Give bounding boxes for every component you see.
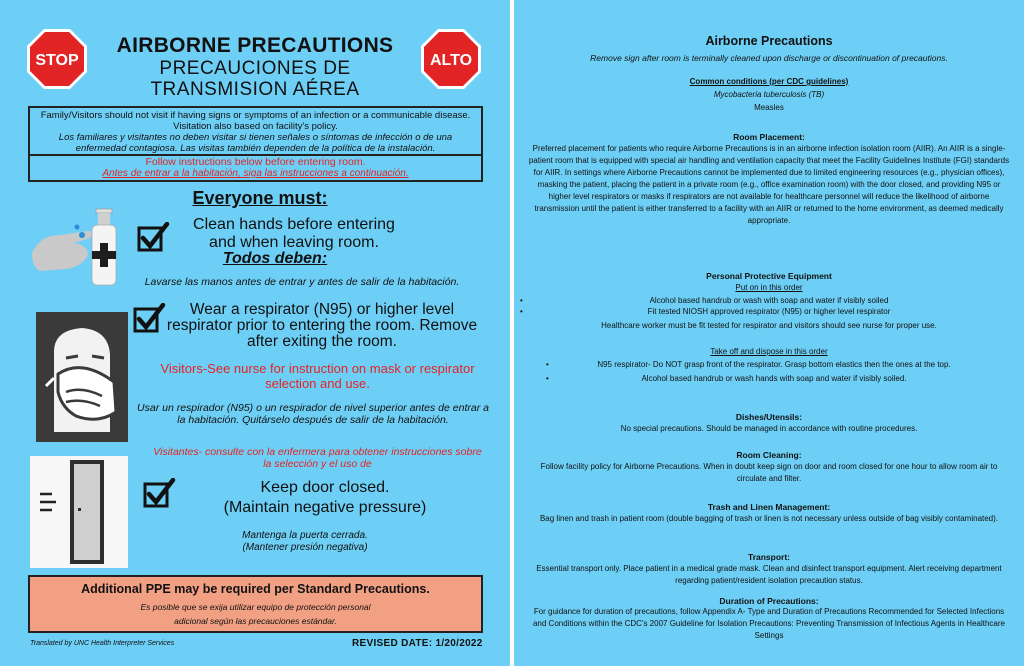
put-on-heading: Put on in this order — [735, 283, 803, 292]
keep-door-line1: Keep door closed. — [260, 479, 390, 496]
additional-ppe-english: Additional PPE may be required per Standard Precautions. — [81, 582, 430, 596]
trash-linen-body: Bag linen and trash in patient room (double bagging of trash or linen is not necessary unless outside of bag visibly contaminated). — [539, 514, 999, 523]
keep-door-closed-text — [200, 478, 450, 518]
dishes-heading: Dishes/Utensils: — [735, 412, 803, 422]
list-item: • Alcohol based handrub or wash hands with soap and water if visibly soiled. — [554, 373, 994, 384]
mantenga-puerta-text — [180, 530, 430, 554]
stop-sign-icon — [26, 28, 88, 90]
clean-hands-text: Clean hands before entering and when leaving room. — [193, 216, 395, 251]
visitor-notice — [28, 106, 483, 156]
list-item: • Fit tested NIOSH approved respirator (N95) or higher level respirator — [528, 306, 1010, 317]
additional-ppe-spanish-line2: adicional según las precauciones estándar. — [174, 616, 337, 626]
respirator-mask-icon — [36, 312, 128, 442]
title-spanish-line2: TRANSMISION AÉREA — [150, 79, 360, 100]
checkmark-icon — [142, 478, 176, 510]
usar-respirador-text: Usar un respirador (N95) o un respirador de nivel superior antes de entrar a la habitación. Quitárselo después de salir de la habitación. — [137, 402, 489, 426]
visitor-notice-spanish: Los familiares y visitantes no deben visitar si tienen señales o síntomas de infección o de una enfermedad contagiosa. Las visitas también dependen de la política de la instalación. — [58, 132, 453, 154]
condition-measles: Measles — [754, 103, 784, 112]
room-cleaning-heading: Room Cleaning: — [736, 450, 802, 460]
additional-ppe-spanish-line1: Es posible que se exija utilizar equipo de protección personal — [140, 602, 371, 612]
put-on-list — [528, 295, 1010, 317]
alto-sign-icon — [420, 28, 482, 90]
duration-body: For guidance for duration of precautions, follow Appendix A- Type and Duration of Precautions Recommended for Selected Infections and Conditions within the CDC's 2007 Guideline for Isolation Precautions: Preventing Transmission of Infectious Agents in Healthcare Settings — [532, 607, 1005, 640]
translated-by-credit: Translated by UNC Health Interpreter Services — [30, 640, 175, 647]
list-item: • Alcohol based handrub or wash with soap and water if visibly soiled — [528, 295, 1010, 306]
room-placement-body: Preferred placement for patients who require Airborne Precautions is in an airborne infection isolation room (AIIR). An AIIR is a single-patient room that is equipped with special air handling and ventilation capacity that meet the Facility Guidelines Institute (FGI) standards for AIIR. In settings where Airborne Precautions cannot be implemented due to limited engineering resources (e.g., physician offices), masking the patient, placing the patient in a private room (e.g., office examination room) with the door closed, and providing N95 or higher level respirators or masks if respirators are not available for healthcare personnel will reduce the likelihood of airborne transmission until the patient is either transferred to a facility with an AIIR or returned to the home environment, as deemed medically appropriate. — [528, 144, 1010, 225]
wear-respirator-text: Wear a respirator (N95) or higher level respirator prior to entering the room. Remove after exiting the room. — [166, 301, 478, 350]
lavarse-text: Lavarse las manos antes de entrar y antes de salir de la habitación. — [144, 276, 460, 288]
door-icon — [30, 456, 128, 568]
revised-date: REVISED DATE: 1/20/2022 — [352, 638, 483, 649]
room-placement-heading: Room Placement: — [733, 132, 805, 142]
follow-instructions — [28, 156, 483, 182]
sign-title — [92, 34, 418, 100]
visitantes-text: Visitantes- consulte con la enfermera para obtener instrucciones sobre la selección y el uso de — [153, 446, 482, 470]
transport-body: Essential transport only. Place patient in a medical grade mask. Clean and disinfect transport equipment. Alert receiving department regarding patient/resident isolation precaution status. — [536, 564, 1002, 585]
dishes-body: No special precautions. Should be managed in accordance with routine procedures. — [620, 424, 918, 433]
transport-heading: Transport: — [747, 552, 791, 562]
alto-sign-text: ALTO — [429, 52, 473, 69]
additional-ppe-box — [28, 575, 483, 633]
checkmark-icon — [132, 303, 166, 335]
room-cleaning-body: Follow facility policy for Airborne Precautions. When in doubt keep sign on door and room closed for one hour to allow room air to circulate and filter. — [540, 462, 998, 483]
ppe-heading: Personal Protective Equipment — [706, 271, 832, 281]
checkmark-icon — [136, 222, 170, 254]
title-spanish-line1: PRECAUCIONES DE — [159, 58, 351, 79]
remove-sign-note: Remove sign after room is terminally cleaned upon discharge or discontinuation of precautions. — [590, 53, 948, 63]
visitors-see-nurse-text: Visitors-See nurse for instruction on mask or respirator selection and use. — [160, 361, 475, 391]
sign-page-right — [514, 0, 1024, 666]
hand-sanitizer-icon — [30, 205, 135, 287]
follow-instructions-english: Follow instructions below before entering room. — [145, 156, 366, 168]
todos-deben-heading: Todos deben: — [222, 250, 328, 267]
follow-instructions-spanish: Antes de entrar a la habitación, siga las instrucciones a continuación. — [102, 168, 409, 179]
fit-tested-note: Healthcare worker must be fit tested for respirator and visitors should see nurse for proper use. — [601, 321, 937, 330]
visitor-notice-english: Family/Visitors should not visit if having signs or symptoms of an infection or a communicable disease. Visitation also based on facility's policy. — [40, 110, 471, 132]
right-page-title: Airborne Precautions — [705, 34, 833, 48]
duration-heading: Duration of Precautions: — [719, 596, 819, 606]
list-item: • N95 respirator- Do NOT grasp front of the respirator. Grasp bottom elastics then the ones at the top. — [554, 359, 994, 370]
mantenga-line2: (Mantener presión negativa) — [242, 542, 368, 553]
everyone-must-heading: Everyone must: — [192, 188, 328, 208]
take-off-heading: Take off and dispose in this order — [710, 347, 828, 356]
trash-linen-heading: Trash and Linen Management: — [707, 502, 831, 512]
mantenga-line1: Mantenga la puerta cerrada. — [242, 530, 368, 541]
title-english: AIRBORNE PRECAUTIONS — [116, 34, 394, 57]
sign-page-left — [0, 0, 510, 666]
take-off-list — [554, 359, 994, 384]
stop-sign-text: STOP — [35, 52, 79, 69]
keep-door-line2: (Maintain negative pressure) — [223, 499, 427, 516]
common-conditions-heading: Common conditions (per CDC guidelines) — [689, 77, 849, 86]
condition-tb: Mycobacteria tuberculosis (TB) — [713, 90, 825, 99]
